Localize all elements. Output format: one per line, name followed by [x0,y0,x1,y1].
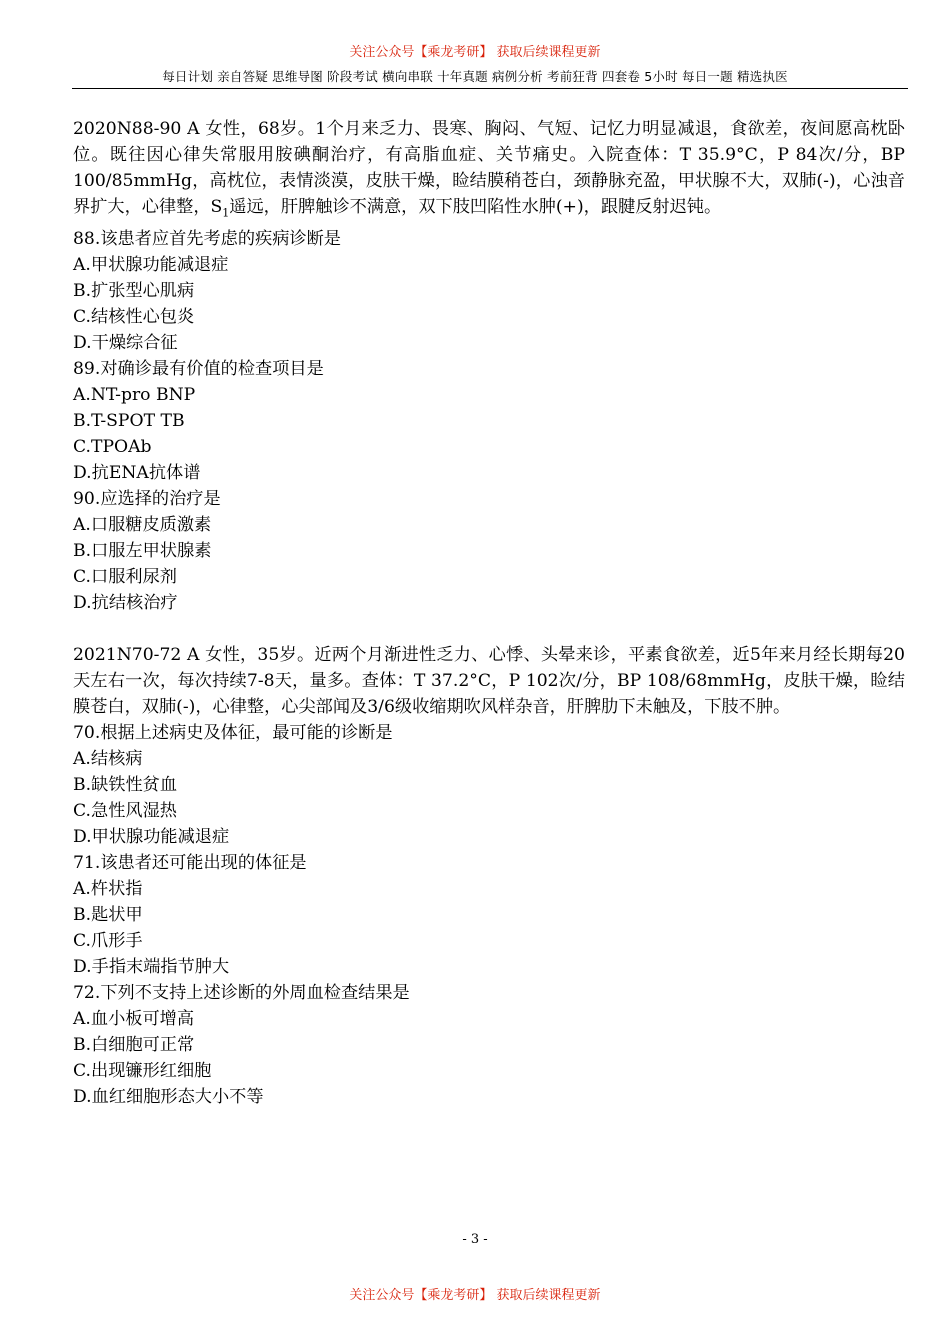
option-item: B.匙状甲 [73,905,143,926]
option-item: C.TPOAb [73,437,152,458]
option-item: B.白细胞可正常 [73,1035,195,1056]
question-text: 90.应选择的治疗是 [73,489,221,510]
option-item: D.甲状腺功能减退症 [73,827,230,848]
option-item: D.手指末端指节肿大 [73,957,230,978]
case-stem-part: 遥远，肝脾触诊不满意，双下肢凹陷性水肿(+)，跟腱反射迟钝。 [229,197,722,217]
question-text: 70.根据上述病史及体征，最可能的诊断是 [73,723,393,744]
option-item: C.结核性心包炎 [73,307,195,328]
case-block-1 [73,116,905,616]
case-stem-subscript: 1 [222,206,230,220]
option-item: B.扩张型心肌病 [73,281,195,302]
option-item: C.急性风湿热 [73,801,177,822]
option-item: D.抗结核治疗 [73,593,178,614]
footer-banner: 关注公众号【乘龙考研】 获取后续课程更新 [349,1288,601,1303]
option-item: A.口服糖皮质激素 [73,515,212,536]
option-item: A.NT-pro BNP [73,385,196,406]
option-item: C.口服利尿剂 [73,567,177,588]
case-block-2 [73,642,905,1110]
question-text: 71.该患者还可能出现的体征是 [73,853,307,874]
document-body [73,116,905,1110]
option-item: B.T-SPOT TB [73,411,185,432]
option-item: B.口服左甲状腺素 [73,541,212,562]
case-stem-part: 2020N88-90 A 女性，68岁。1个月来乏力、畏寒、胸闷、气短、记忆力明显减退，食欲差，夜间愿高枕卧位。既往因心律失常服用胺碘酮治疗，有高脂血症、关节痛史。入院查体：T 35.9°C，P 84次/分，BP 100/85mmHg，高枕位，表情淡漠，皮肤干燥，睑结膜稍苍白，颈静脉充盈，甲状腺不大，双肺(-)，心浊音界扩大，心律整，S [73,119,905,217]
question-text: 72.下列不支持上述诊断的外周血检查结果是 [73,983,410,1004]
option-item: D.血红细胞形态大小不等 [73,1087,264,1108]
option-item: A.杵状指 [73,879,143,900]
case-stem [73,116,905,226]
question-text: 89.对确诊最有价值的检查项目是 [73,359,324,380]
header-divider [72,88,908,89]
case-stem: 2021N70-72 A 女性，35岁。近两个月渐进性乏力、心悸、头晕来诊，平素食欲差，近5年来月经长期每20天左右一次，每次持续7-8天，量多。查体：T 37.2°C，P 102次/分，BP 108/68mmHg，皮肤干燥，睑结膜苍白，双肺(-)，心律整，心尖部闻及3/6级收缩期吹风样杂音，肝脾肋下未触及，下肢不肿。 [73,645,905,718]
option-item: C.爪形手 [73,931,143,952]
section-spacer [73,616,905,642]
option-item: D.抗ENA抗体谱 [73,463,201,484]
option-item: A.甲状腺功能减退症 [73,255,229,276]
header-menu: 每日计划 亲自答疑 思维导图 阶段考试 横向串联 十年真题 病例分析 考前狂背 四套卷 5小时 每日一题 精选执医 [162,69,788,84]
page-number: - 3 - [462,1232,488,1247]
top-banner: 关注公众号【乘龙考研】 获取后续课程更新 [349,45,601,60]
option-item: C.出现镰形红细胞 [73,1061,212,1082]
question-text: 88.该患者应首先考虑的疾病诊断是 [73,229,341,250]
option-item: B.缺铁性贫血 [73,775,178,796]
option-item: A.血小板可增高 [73,1009,195,1030]
option-item: D.干燥综合征 [73,333,178,354]
option-item: A.结核病 [73,749,143,770]
